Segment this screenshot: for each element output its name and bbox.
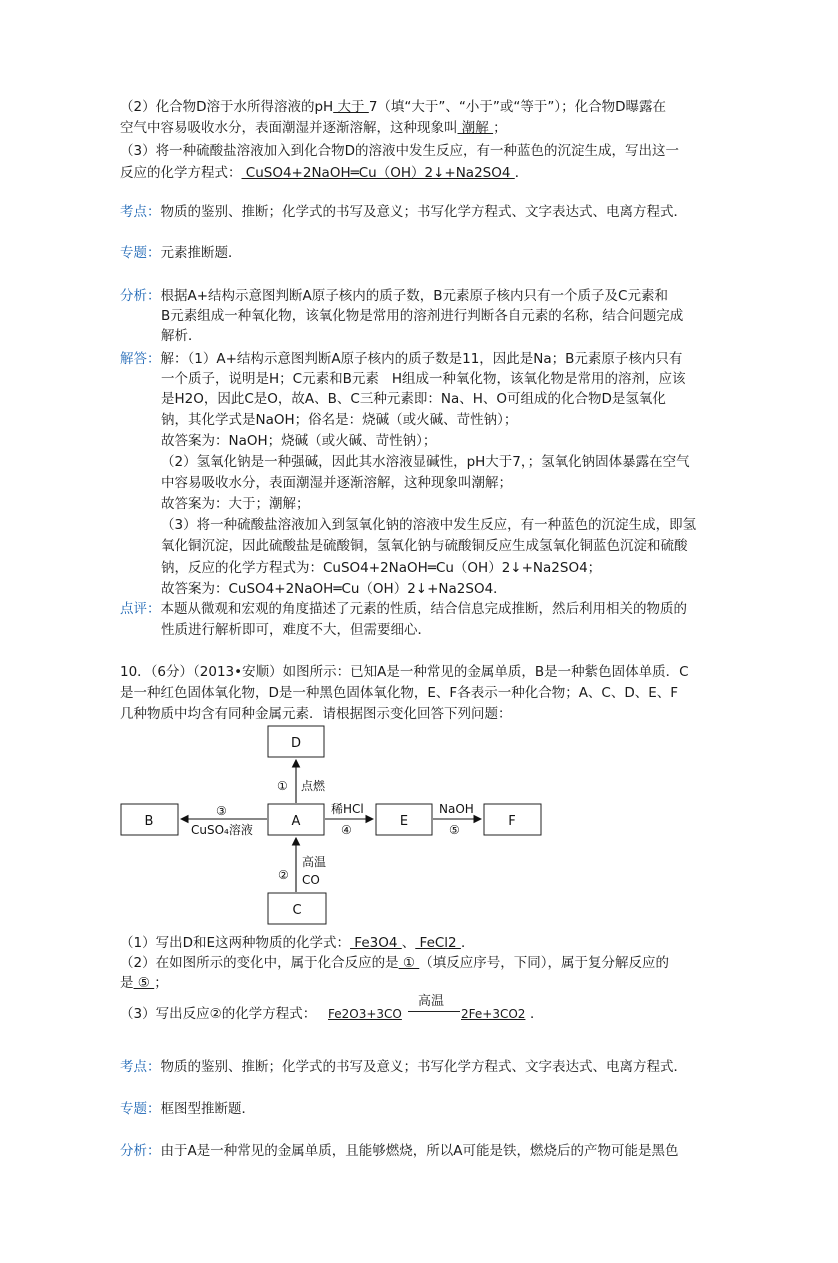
q10-sub-1-text: （1）写出D和E这两种物质的化学式： bbox=[120, 935, 351, 951]
kaodian-label: 考点： bbox=[120, 204, 161, 220]
fenxi-3: 解析． bbox=[161, 328, 202, 344]
kaodian-text: 物质的鉴别、推断；化学式的书写及意义；书写化学方程式、文字表达式、电离方程式． bbox=[160, 204, 687, 220]
dianping-line: 本题从微观和宏观的角度描述了元素的性质，结合信息完成推断，然后利用相关的物质的 bbox=[160, 601, 687, 617]
label-E: E bbox=[399, 814, 409, 829]
q3-answer: CuSO4+2NaOH═Cu（OH）2↓+Na2SO4 bbox=[241, 165, 515, 181]
answer-D: Fe3O4 bbox=[350, 935, 402, 951]
q10-sub-2 bbox=[120, 953, 669, 973]
step-4-number: ④ bbox=[341, 823, 352, 837]
q10-zhuanti-text: 框图型推断题． bbox=[160, 1101, 255, 1117]
jieda-4: 钠，其化学式是NaOH；俗名是：烧碱（或火碱、苛性钠）； bbox=[161, 412, 518, 428]
q10-sub-1-end: ． bbox=[460, 935, 475, 951]
q10-stem-2: 是一种红色固体氧化物，D是一种黑色固体氧化物，E、F各表示一种化合物；A、C、D、E、F bbox=[120, 685, 679, 701]
label-F: F bbox=[508, 814, 516, 829]
fenxi-label: 分析： bbox=[120, 288, 161, 304]
q2-text-mid: 7（填“大于”、“小于”或“等于”）；化合物D曝露在 bbox=[368, 99, 667, 115]
q10-sub-2-text: （2）在如图所示的变化中，属于化合反应的是 bbox=[120, 955, 399, 971]
jieda-6: （2）氢氧化钠是一种强碱，因此其水溶液显碱性，pH大于7，；氢氧化钠固体暴露在空气 bbox=[161, 454, 690, 470]
q10-sub-3 bbox=[120, 1004, 316, 1024]
q10-kaodian bbox=[120, 1057, 687, 1077]
q10-sub-2-end: ； bbox=[154, 975, 168, 991]
q10-sub-1 bbox=[120, 933, 474, 953]
label-D: D bbox=[290, 736, 302, 751]
jieda-11: 钠，反应的化学方程式为：CuSO4+2NaOH═Cu（OH）2↓+Na2SO4； bbox=[161, 560, 602, 576]
q10-zhuanti bbox=[120, 1099, 255, 1119]
answer-double-decomposition: ⑤ bbox=[133, 975, 155, 991]
step-3-condition: CuSO₄溶液 bbox=[191, 823, 253, 837]
jieda-5: 故答案为：NaOH；烧碱（或火碱、苛性钠）； bbox=[161, 433, 437, 449]
zhuanti-label: 专题： bbox=[120, 245, 161, 261]
equation-2 bbox=[328, 994, 544, 1028]
equation-2-condition: 高温 bbox=[418, 994, 445, 1009]
jieda-8: 故答案为：大于；潮解； bbox=[161, 496, 310, 512]
fenxi-line: 根据A+结构示意图判断A原子核内的质子数，B元素原子核内只有一个质子及C元素和 bbox=[160, 288, 668, 304]
step-5-condition: NaOH bbox=[439, 802, 474, 816]
jieda-10: 氧化铜沉淀，因此硫酸盐是硫酸铜，氢氧化钠与硫酸铜反应生成氢氧化铜蓝色沉淀和硫酸 bbox=[161, 538, 688, 554]
step-2-number: ② bbox=[278, 868, 289, 882]
q10-stem-3: 几种物质中均含有同种金属元素．请根据图示变化回答下列问题： bbox=[120, 706, 512, 722]
answer-E: FeCl2 bbox=[415, 935, 461, 951]
q10-sub-2-line-2 bbox=[120, 973, 168, 993]
q10-sub-1-sep: 、 bbox=[401, 935, 416, 951]
equation-2-left: Fe2O3+3CO bbox=[328, 1007, 402, 1021]
q10-kaodian-label: 考点： bbox=[120, 1059, 161, 1075]
q10-kaodian-text: 物质的鉴别、推断；化学式的书写及意义；书写化学方程式、文字表达式、电离方程式． bbox=[160, 1059, 687, 1075]
label-A: A bbox=[291, 814, 301, 829]
q2-answer-1: 大于 bbox=[333, 99, 369, 115]
answer-combination: ① bbox=[398, 955, 420, 971]
q10-fenxi-text: 由于A是一种常见的金属单质，且能够燃烧，所以A可能是铁，燃烧后的产物可能是黑色 bbox=[160, 1143, 679, 1159]
q10-fenxi bbox=[120, 1141, 678, 1161]
jieda-7: 中容易吸收水分，表面潮湿并逐渐溶解，这种现象叫潮解； bbox=[161, 475, 512, 491]
q2-text-2: 空气中容易吸收水分，表面潮湿并逐渐溶解，这种现象叫 bbox=[120, 120, 458, 136]
jieda-line: 解：（1）A+结构示意图判断A原子核内的质子数是11，因此是Na；B元素原子核内只有 bbox=[160, 351, 683, 367]
label-C: C bbox=[292, 903, 302, 918]
q3-text: 反应的化学方程式： bbox=[120, 165, 242, 181]
jieda-2: 一个质子，说明是H；C元素和B元素ﾠH组成一种氧化物，该氧化物是常用的溶剂，应该 bbox=[161, 371, 686, 387]
q10-sub-2-text-2: 是 bbox=[120, 975, 134, 991]
jieda-9: （3）将一种硫酸盐溶液加入到氢氧化钠的溶液中发生反应，有一种蓝色的沉淀生成，即氢 bbox=[161, 517, 697, 533]
q10-sub-3-text: （3）写出反应②的化学方程式： bbox=[120, 1006, 317, 1022]
equation-2-bar bbox=[408, 1011, 460, 1012]
label-B: B bbox=[144, 814, 154, 829]
q10-zhuanti-label: 专题： bbox=[120, 1101, 161, 1117]
equation-2-end: ． bbox=[530, 1006, 544, 1022]
zhuanti-text: 元素推断题． bbox=[160, 245, 242, 261]
step-5-number: ⑤ bbox=[449, 823, 460, 837]
equation-2-right: 2Fe+3CO2 bbox=[461, 1007, 526, 1021]
q3-line-1: （3）将一种硫酸盐溶液加入到化合物D的溶液中发生反应，有一种蓝色的沉淀生成，写出这一 bbox=[120, 143, 679, 159]
dianping-2: 性质进行解析即可，难度不大，但需要细心． bbox=[161, 622, 431, 638]
step-4-condition: 稀HCl bbox=[331, 802, 364, 816]
q3-text-end: ． bbox=[514, 165, 529, 181]
step-2-condition-b: CO bbox=[302, 873, 320, 887]
fenxi-2: B元素组成一种氧化物，该氧化物是常用的溶剂进行判断各自元素的名称，结合问题完成 bbox=[161, 308, 684, 324]
jieda-label: 解答： bbox=[120, 351, 161, 367]
step-2-condition-a: 高温 bbox=[302, 855, 327, 869]
jieda-12: 故答案为：CuSO4+2NaOH═Cu（OH）2↓+Na2SO4． bbox=[161, 581, 507, 597]
q10-fenxi-label: 分析： bbox=[120, 1143, 161, 1159]
step-1-number: ① bbox=[277, 779, 288, 793]
step-3-number: ③ bbox=[216, 804, 227, 818]
q10-stem-1: 10．（6分）（2013•安顺）如图所示：已知A是一种常见的金属单质，B是一种紫色固体单质．C bbox=[120, 664, 689, 680]
dianping-label: 点评： bbox=[120, 601, 161, 617]
step-1-condition: 点燃 bbox=[301, 779, 326, 793]
jieda-3: 是H2O，因此C是O，故A、B、C三种元素即：Na、H、O可组成的化合物D是氢氧化 bbox=[161, 391, 666, 407]
q2-answer-2: 潮解 bbox=[457, 120, 494, 136]
q10-sub-2-mid: （填反应序号，下同），属于复分解反应的 bbox=[419, 955, 670, 971]
q2-text: （2）化合物D溶于水所得溶液的pH bbox=[120, 99, 334, 115]
q2-text-3: ； bbox=[493, 120, 507, 136]
